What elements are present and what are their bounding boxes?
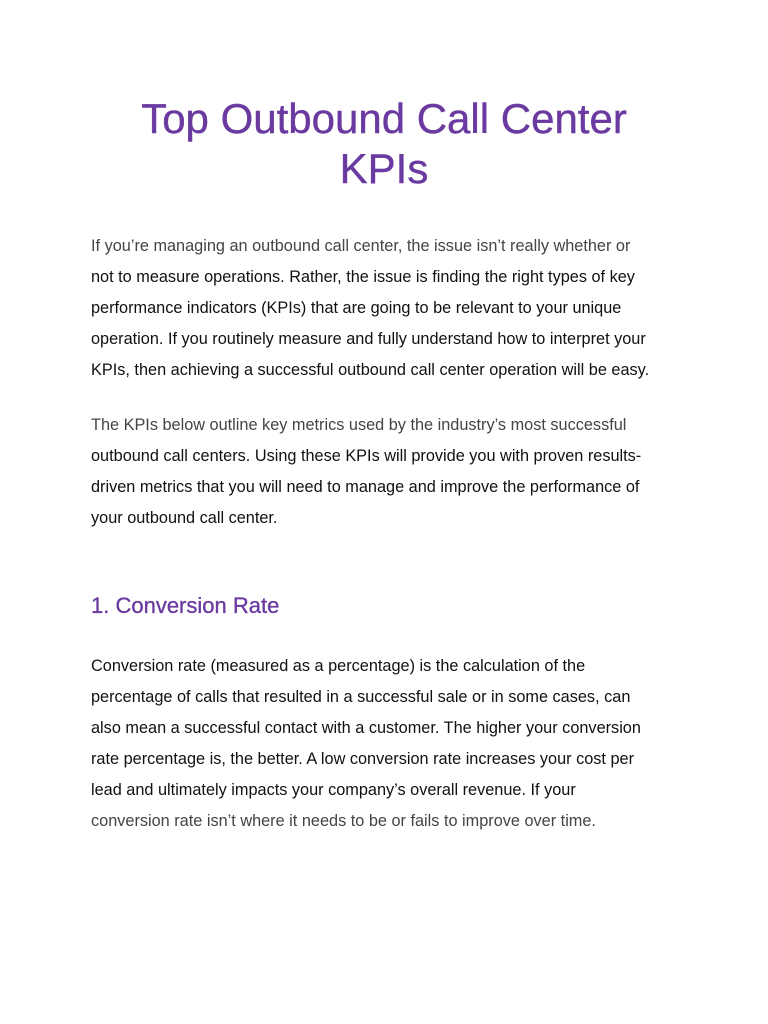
conversion-rate-line: Conversion rate (measured as a percentage) is the calculation of the <box>91 657 586 675</box>
kpi-overview-line: The KPIs below outline key metrics used by the industry’s most successful <box>91 416 627 434</box>
conversion-rate-line: rate percentage is, the better. A low conversion rate increases your cost per <box>91 750 635 768</box>
intro-line: operation. If you routinely measure and fully understand how to interpret your <box>91 330 646 348</box>
conversion-rate-line: conversion rate isn’t where it needs to be or fails to improve over time. <box>91 812 596 830</box>
conversion-rate-paragraph <box>91 651 677 837</box>
conversion-rate-line: also mean a successful contact with a customer. The higher your conversion <box>91 719 641 737</box>
intro-line: KPIs, then achieving a successful outbound call center operation will be easy. <box>91 361 650 379</box>
page-title <box>91 0 677 194</box>
page-title-line-2: KPIs <box>339 145 429 192</box>
intro-paragraph <box>91 231 677 386</box>
kpi-overview-paragraph <box>91 410 677 534</box>
intro-line: If you’re managing an outbound call center, the issue isn’t really whether or <box>91 237 631 255</box>
kpi-overview-line: driven metrics that you will need to manage and improve the performance of <box>91 478 640 496</box>
section-heading-conversion-rate: 1. Conversion Rate <box>91 593 280 618</box>
kpi-overview-line: outbound call centers. Using these KPIs will provide you with proven results- <box>91 447 642 465</box>
page-title-line-1: Top Outbound Call Center <box>141 95 627 142</box>
intro-line: performance indicators (KPIs) that are going to be relevant to your unique <box>91 299 622 317</box>
intro-line: not to measure operations. Rather, the issue is finding the right types of key <box>91 268 635 286</box>
conversion-rate-line: lead and ultimately impacts your company’s overall revenue. If your <box>91 781 576 799</box>
kpi-overview-line: your outbound call center. <box>91 509 278 527</box>
conversion-rate-line: percentage of calls that resulted in a successful sale or in some cases, can <box>91 688 631 706</box>
